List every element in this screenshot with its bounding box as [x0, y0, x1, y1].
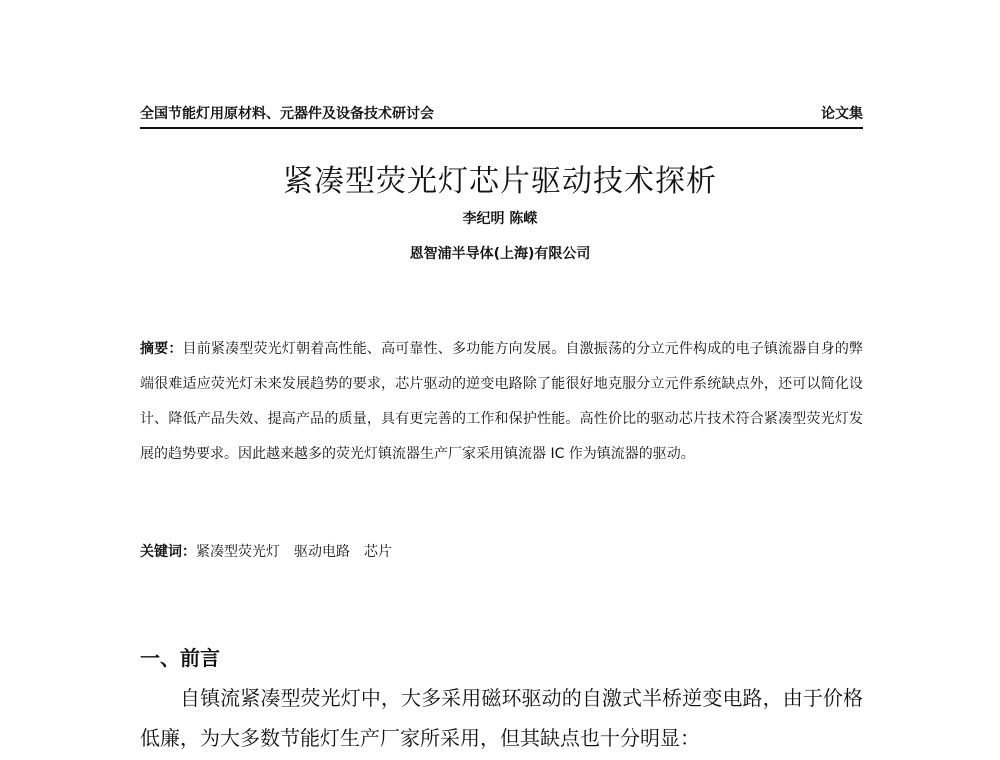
keywords-text: 紧凑型荧光灯 驱动电路 芯片	[196, 544, 392, 560]
keywords	[140, 541, 863, 561]
body-paragraph: 自镇流紧凑型荧光灯中，大多采用磁环驱动的自激式半桥逆变电路，由于价格低廉，为大多数节能灯生产厂家所采用，但其缺点也十分明显：	[140, 686, 863, 750]
keywords-label: 关键词：	[140, 544, 196, 560]
conference-name: 全国节能灯用原材料、元器件及设备技术研讨会	[140, 106, 434, 122]
authors: 李纪明 陈嵘	[462, 211, 538, 227]
section-heading: 一、前言	[140, 646, 220, 670]
abstract-text: 目前紧凑型荧光灯朝着高性能、高可靠性、多功能方向发展。自激振荡的分立元件构成的电子镇流器自身的弊端很难适应荧光灯未来发展趋势的要求，芯片驱动的逆变电路除了能很好地克服分立元件系统缺点外，还可以简化设计、降低产品失效、提高产品的质量，具有更完善的工作和保护性能。高性价比的驱动芯片技术符合紧凑型荧光灯发展的趋势要求。因此越来越多的荧光灯镇流器生产厂家采用镇流器 IC 作为镇流器的驱动。	[140, 341, 864, 462]
abstract-label: 摘要：	[140, 341, 183, 357]
header-rule	[140, 127, 863, 129]
abstract	[140, 332, 863, 472]
proceedings-label: 论文集	[821, 106, 863, 122]
affiliation: 恩智浦半导体(上海)有限公司	[409, 246, 591, 262]
running-header	[140, 103, 863, 125]
paper-title: 紧凑型荧光灯芯片驱动技术探析	[283, 164, 717, 199]
